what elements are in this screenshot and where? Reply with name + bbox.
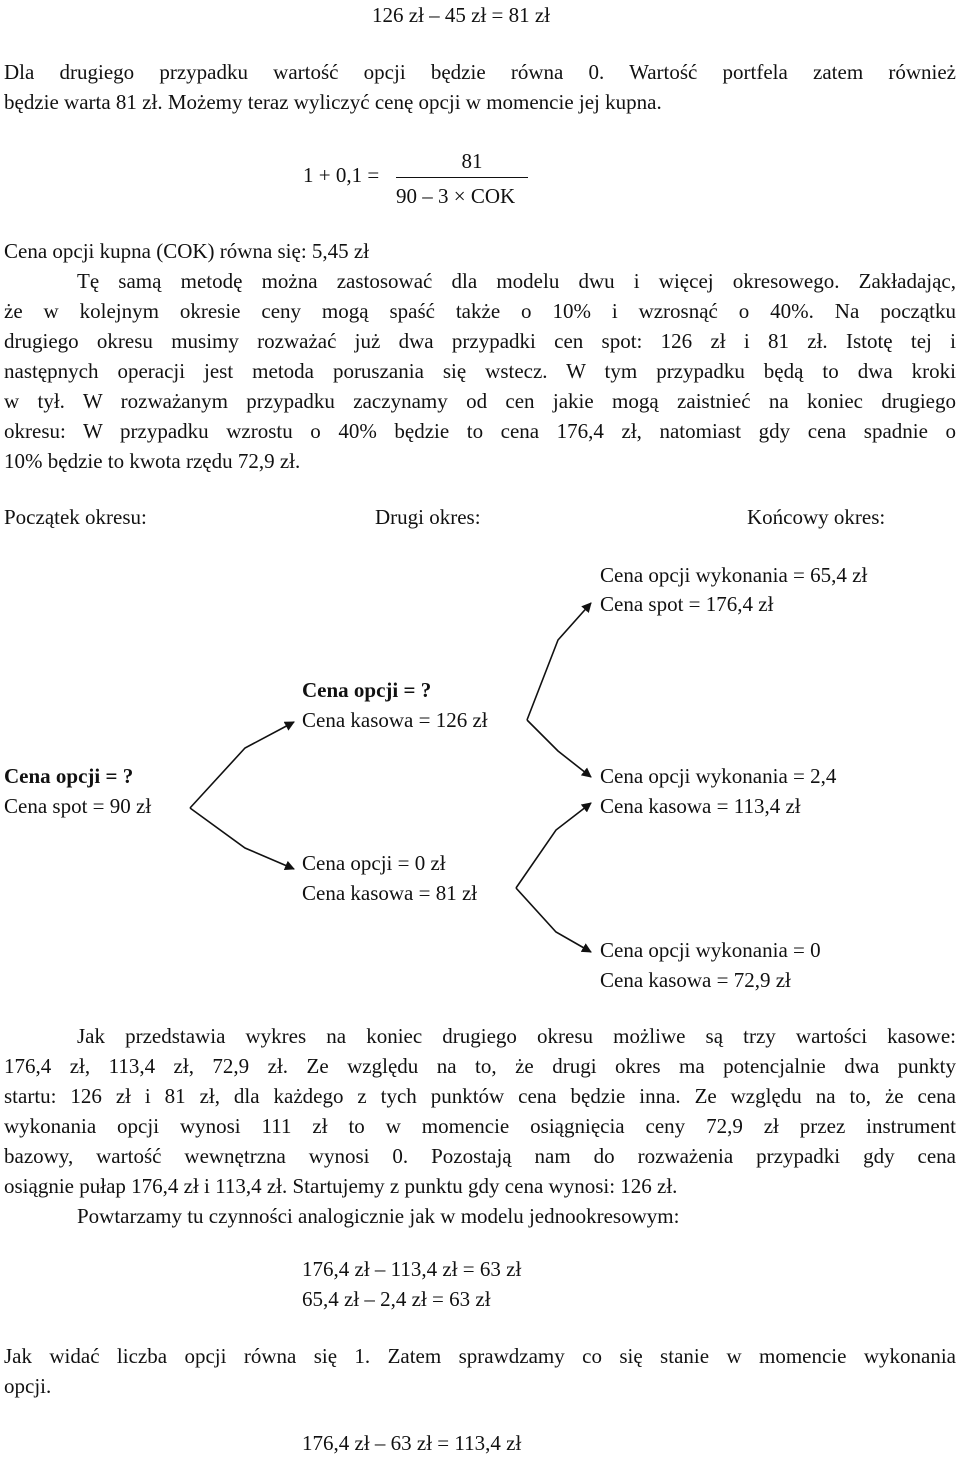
paragraph-line: że w kolejnym okresie ceny mogą spaść także o 10% i wzrosnąć o 40%. Na początku (4, 299, 956, 323)
paragraph-line: będzie warta 81 zł. Możemy teraz wyliczyć cenę opcji w momencie jej kupna. (4, 90, 662, 114)
cok-result: Cena opcji kupna (COK) równa się: 5,45 zł (4, 239, 370, 263)
node-line: Cena kasowa = 72,9 zł (600, 968, 791, 992)
formula-lhs: 1 + 0,1 = (303, 163, 380, 187)
node-line: Cena opcji = 0 zł (302, 851, 446, 875)
arrow-root-to-down (190, 808, 294, 869)
arrow-down-to-mid (516, 803, 591, 888)
node-line: Cena opcji = ? (302, 678, 432, 702)
calc-line: 176,4 zł – 63 zł = 113,4 zł (302, 1431, 522, 1455)
paragraph-line: osiągnie pułap 176,4 zł i 113,4 zł. Startujemy z punktu gdy cena wynosi: 126 zł. (4, 1174, 678, 1198)
paragraph-line: drugiego okresu musimy rozważać już dwa przypadki cen spot: 126 zł i 81 zł. Istotę tej i (4, 329, 956, 353)
node-line: Cena kasowa = 126 zł (302, 708, 488, 732)
node-line: Cena spot = 176,4 zł (600, 592, 774, 616)
paragraph-line: startu: 126 zł i 81 zł, dla każdego z tych punktów cena będzie inna. Ze względu na to, że cena (4, 1084, 956, 1108)
paragraph-line: następnych operacji jest metoda poruszania się wstecz. W tym przypadku będą to dwa kroki (4, 359, 956, 383)
paragraph-4 (4, 1341, 956, 1401)
formula-numerator: 81 (461, 149, 483, 173)
arrow-root-to-up (190, 722, 294, 808)
paragraph-line: 10% będzie to kwota rzędu 72,9 zł. (4, 449, 301, 473)
formula-denominator: 90 – 3 × COK (396, 184, 516, 208)
paragraph-line: Dla drugiego przypadku wartość opcji będzie równa 0. Wartość portfela zatem również (4, 60, 956, 84)
node-line: Cena opcji = ? (4, 764, 134, 788)
paragraph-line: wykonania opcji wynosi 111 zł to w momencie osiągnięcia ceny 72,9 zł przez instrument (4, 1114, 956, 1138)
paragraph-line: okresu: W przypadku wzrostu o 40% będzie to cena 176,4 zł, natomiast gdy cena spadnie o (4, 419, 956, 443)
paragraph-line: 176,4 zł, 113,4 zł, 72,9 zł. Ze względu na to, że drugi okres ma potencjalnie dwa punkty (4, 1054, 956, 1078)
paragraph-line: w tył. W rozważanym przypadku zaczynamy od cen jakie mogą zaistnieć na koniec drugiego (4, 389, 956, 413)
node-line: Cena kasowa = 113,4 zł (600, 794, 801, 818)
calc-line: 176,4 zł – 113,4 zł = 63 zł (302, 1257, 522, 1281)
node-line: Cena kasowa = 81 zł (302, 881, 478, 905)
paragraph-line: Jak przedstawia wykres na koniec drugiego okresu możliwe są trzy wartości kasowe: (77, 1024, 956, 1048)
node-line: Cena opcji wykonania = 65,4 zł (600, 563, 868, 587)
calc-line: 65,4 zł – 2,4 zł = 63 zł (302, 1287, 491, 1311)
header-equation: 126 zł – 45 zł = 81 zł (372, 3, 551, 27)
header-second-period: Drugi okres: (375, 505, 481, 529)
header-start-period: Początek okresu: (4, 505, 147, 529)
header-end-period: Końcowy okres: (747, 505, 886, 529)
node-line: Cena opcji wykonania = 0 (600, 938, 821, 962)
paragraph-1 (4, 57, 956, 117)
arrow-up-to-mid (527, 720, 591, 777)
paragraph-2 (4, 266, 956, 476)
arrow-up-to-top (527, 603, 591, 720)
node-line: Cena opcji wykonania = 2,4 (600, 764, 837, 788)
paragraph-line: Tę samą metodę można zastosować dla modelu dwu i więcej okresowego. Zakładając, (77, 269, 956, 293)
paragraph-line: bazowy, wartość wewnętrzna wynosi 0. Pozostają nam do rozważenia przypadki gdy cena (4, 1144, 956, 1168)
fraction-bar (396, 177, 528, 178)
paragraph-3 (4, 1021, 956, 1231)
arrow-down-to-bottom (516, 888, 591, 952)
paragraph-line: opcji. (4, 1374, 52, 1398)
node-line: Cena spot = 90 zł (4, 794, 152, 818)
paragraph-line: Powtarzamy tu czynności analogicznie jak w modelu jednookresowym: (77, 1204, 680, 1228)
paragraph-line: Jak widać liczba opcji równa się 1. Zatem sprawdzamy co się stanie w momencie wykonania (4, 1344, 956, 1368)
